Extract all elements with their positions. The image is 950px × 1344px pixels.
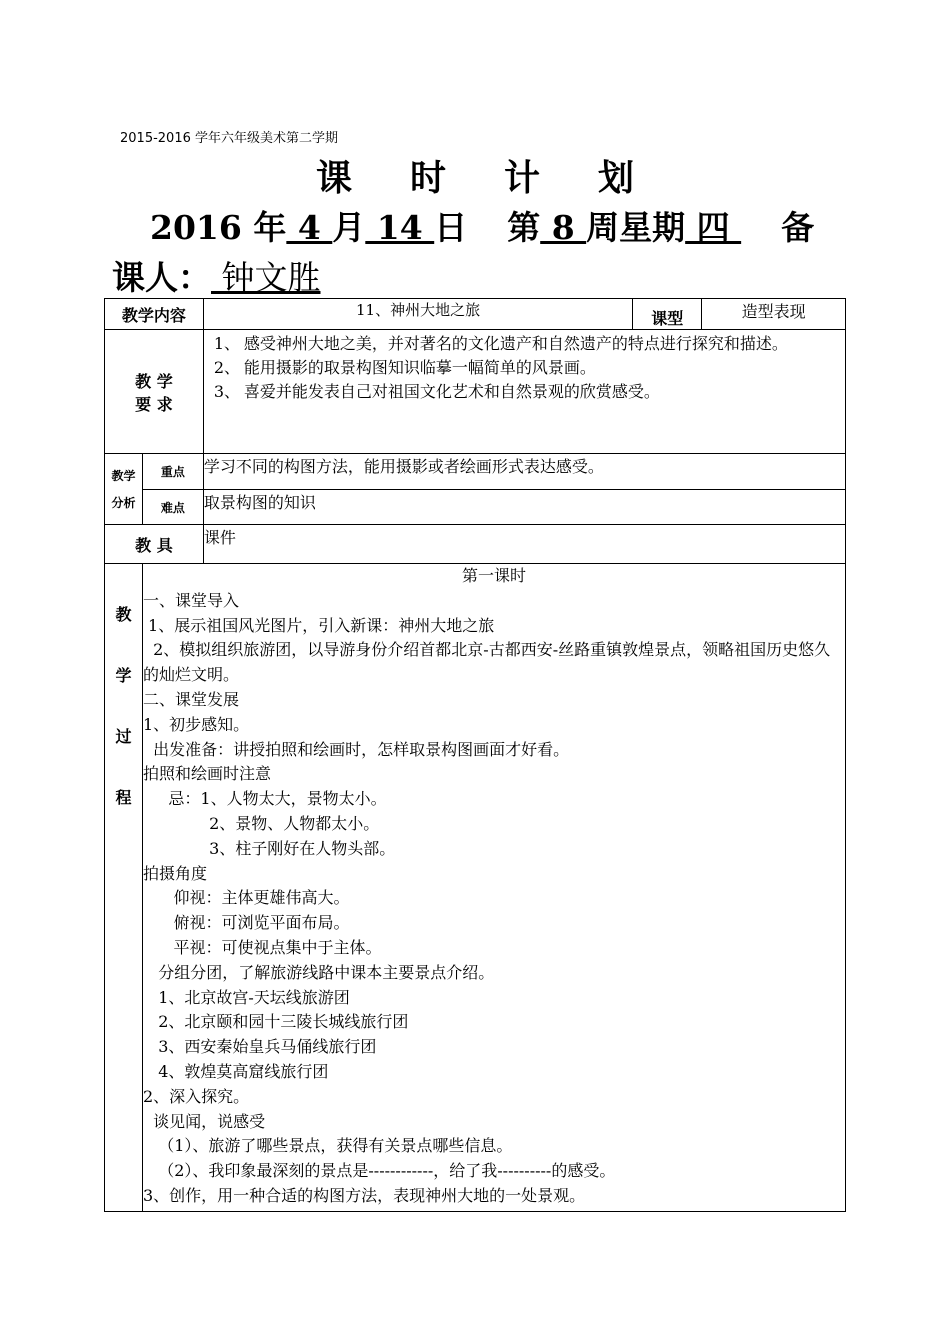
date-month: 4 — [286, 208, 333, 247]
content-label: 教学内容 — [105, 299, 204, 330]
requirement-item: 1、 感受神州大地之美，并对著名的文化遗产和自然遗产的特点进行探究和描述。 — [213, 334, 788, 353]
process-line: 忌：1、人物太大，景物太小。 — [142, 789, 387, 809]
content-row — [105, 299, 846, 330]
date-day-suffix: 日 — [434, 208, 468, 247]
teacher-name: 钟文胜 — [211, 258, 321, 297]
process-line: 1、展示祖国风光图片，引入新课：神州大地之旅 — [142, 615, 495, 635]
teacher-line — [112, 252, 321, 299]
process-line: 1、北京故宫-天坛线旅游团 — [142, 987, 350, 1007]
type-value: 造型表现 — [702, 299, 846, 330]
analysis-label: 教学 分析 — [105, 454, 143, 525]
difficulty-row — [105, 490, 846, 525]
requirement-item: 3、 喜爱并能发表自己对祖国文化艺术和自然景观的欣赏感受。 — [213, 382, 660, 401]
tools-label: 教 具 — [105, 525, 204, 564]
key-point-row — [105, 454, 846, 490]
requirement-item: 2、 能用摄影的取景构图知识临摹一幅简单的风景画。 — [213, 358, 596, 377]
process-line: （2）、我印象最深刻的景点是------------，给了我----------的感受。 — [142, 1161, 616, 1181]
semester-header: 2015-2016 学年六年级美术第二学期 — [120, 131, 338, 146]
process-line: 拍照和绘画时注意 — [142, 764, 271, 784]
date-year: 2016 年 — [150, 208, 287, 247]
difficulty-value: 取景构图的知识 — [203, 490, 845, 525]
process-line: 出发准备：讲授拍照和绘画时，怎样取景构图画面才好看。 — [142, 739, 570, 759]
process-line: 4、敦煌莫高窟线旅行团 — [142, 1061, 329, 1081]
tools-row — [105, 525, 846, 564]
process-line: 2、深入探究。 — [142, 1086, 250, 1106]
process-line: 分组分团，了解旅游线路中课本主要景点介绍。 — [142, 962, 495, 982]
requirements-label: 教 学 要 求 — [105, 330, 204, 454]
requirements-list — [203, 330, 845, 454]
tools-value: 课件 — [203, 525, 845, 564]
process-line: 仰视：主体更雄伟高大。 — [142, 888, 350, 908]
process-line: （1）、旅游了哪些景点，获得有关景点哪些信息。 — [142, 1136, 513, 1156]
process-line: 二、课堂发展 — [142, 689, 239, 709]
week-suffix: 周星期 — [586, 208, 686, 247]
key-point-label: 重点 — [142, 454, 203, 490]
process-line: 俯视：可浏览平面布局。 — [142, 913, 350, 933]
process-line: 谈见闻，说感受 — [142, 1111, 266, 1131]
process-line: 1、初步感知。 — [142, 714, 250, 734]
process-line: 一、课堂导入 — [142, 590, 239, 610]
process-line: 3、创作，用一种合适的构图方法，表现神州大地的一处景观。 — [142, 1185, 586, 1205]
week-prefix: 第 — [507, 208, 541, 247]
requirements-row — [105, 330, 846, 454]
week-number: 8 — [540, 208, 587, 247]
process-lines — [143, 564, 845, 1209]
prep-char: 备 — [781, 208, 815, 247]
date-day: 14 — [365, 208, 435, 247]
key-point-value: 学习不同的构图方法，能用摄影或者绘画形式表达感受。 — [203, 454, 845, 490]
process-line: 2、景物、人物都太小。 — [142, 813, 380, 833]
process-label: 教 学 过 程 — [105, 564, 143, 1212]
difficulty-label: 难点 — [142, 490, 203, 525]
process-content — [142, 564, 845, 1212]
type-label: 课型 — [633, 299, 702, 330]
process-row — [105, 564, 846, 1212]
content-value: 11、神州大地之旅 — [203, 299, 632, 330]
page-title: 课时计划 — [315, 157, 692, 199]
process-line: 3、西安秦始皇兵马俑线旅行团 — [142, 1037, 377, 1057]
teacher-label: 课人： — [112, 258, 211, 297]
lesson-plan-table — [104, 298, 846, 1212]
process-line: 2、北京颐和园十三陵长城线旅行团 — [142, 1012, 409, 1032]
weekday: 四 — [685, 208, 742, 247]
process-line: 拍摄角度 — [142, 863, 207, 883]
date-line — [150, 202, 814, 249]
date-month-suffix: 月 — [332, 208, 366, 247]
process-line: 平视：可使视点集中于主体。 — [142, 937, 382, 957]
process-line: 2、模拟组织旅游团，以导游身份介绍首都北京-古都西安-丝路重镇敦煌景点，领略祖国历史悠久的灿烂文明。 — [142, 640, 831, 685]
lesson-session-title: 第一课时 — [461, 566, 526, 585]
process-line: 3、柱子刚好在人物头部。 — [142, 838, 396, 858]
